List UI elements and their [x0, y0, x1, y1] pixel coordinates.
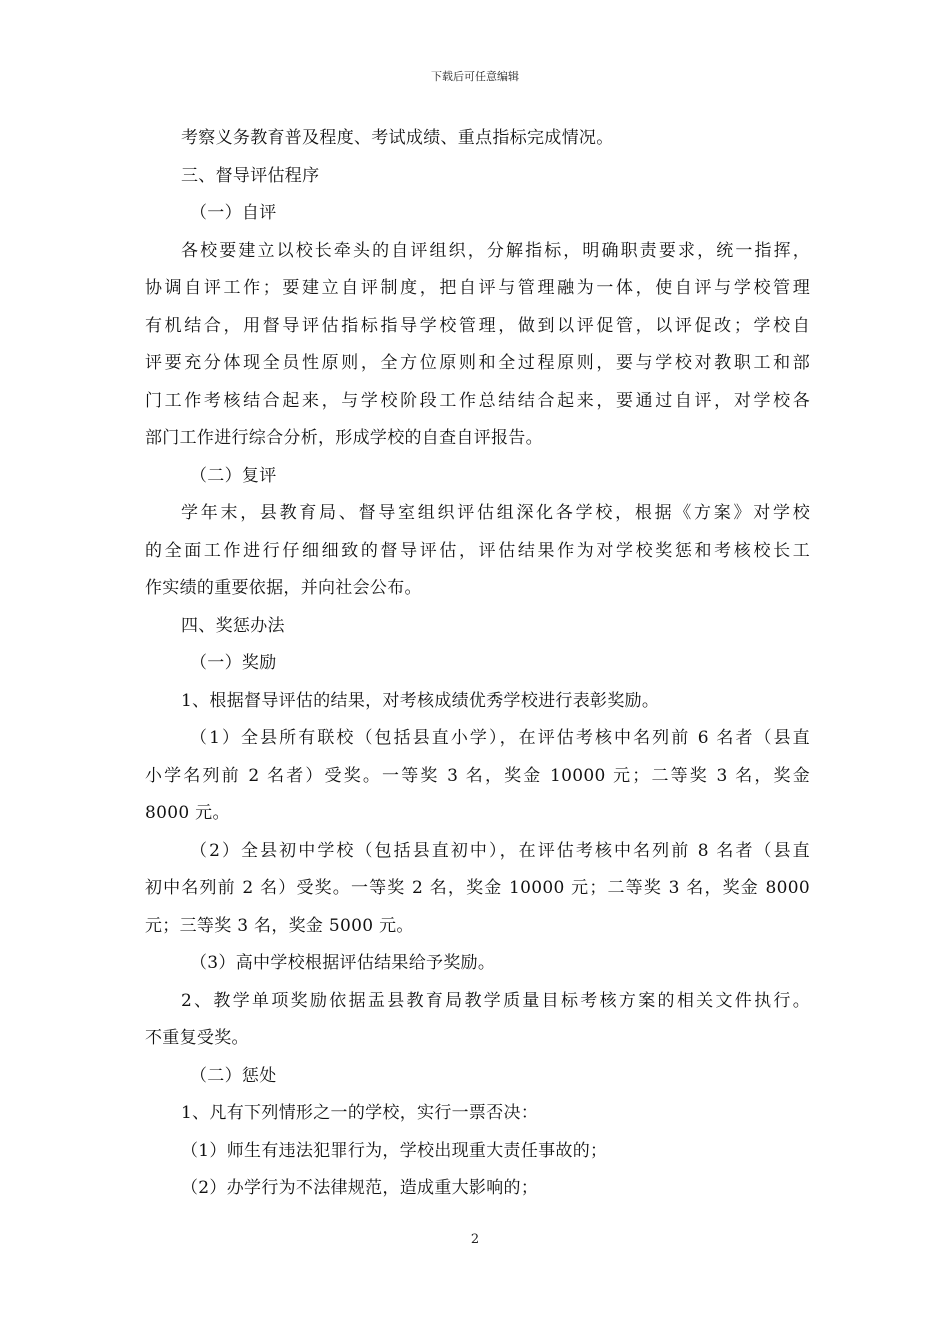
section-heading: 三、督导评估程序	[181, 165, 320, 186]
text-line: 考察义务教育普及程度、考试成绩、重点指标完成情况。	[181, 128, 614, 148]
text-line: 初中名列前 2 名）受奖。一等奖 2 名，奖金 10000 元；二等奖 3 名，奖金 8000	[145, 878, 810, 898]
subsection-heading: （一）奖励	[190, 653, 277, 673]
text-line: 学年末，县教育局、督导室组织评估组深化各学校，根据《方案》对学校	[181, 503, 810, 523]
text-line: 各校要建立以校长牵头的自评组织，分解指标，明确职责要求，统一指挥，	[181, 240, 810, 261]
text-line: 1、凡有下列情形之一的学校，实行一票否决：	[181, 1103, 539, 1123]
text-line: 元；三等奖 3 名，奖金 5000 元。	[145, 915, 414, 936]
text-line: 8000 元。	[145, 803, 230, 823]
text-line: （1）全县所有联校（包括县直小学），在评估考核中名列前 6 名者（县直	[190, 728, 810, 748]
page-number: 2	[470, 1232, 480, 1247]
text-line: （2）办学行为不法律规范，造成重大影响的；	[181, 1178, 539, 1198]
subsection-heading: （一）自评	[190, 203, 277, 223]
subsection-heading: （二）复评	[190, 465, 277, 486]
text-line: 门工作考核结合起来，与学校阶段工作总结结合起来，要通过自评，对学校各	[145, 390, 810, 411]
text-line: 的全面工作进行仔细细致的督导评估，评估结果作为对学校奖惩和考核校长工	[145, 540, 810, 561]
text-line: 评要充分体现全员性原则，全方位原则和全过程原则，要与学校对教职工和部	[145, 353, 810, 373]
text-line: 2、教学单项奖励依据盂县教育局教学质量目标考核方案的相关文件执行。	[181, 990, 810, 1011]
subsection-heading: （二）惩处	[190, 1065, 277, 1086]
document-body	[145, 120, 810, 1208]
text-line: 不重复受奖。	[145, 1028, 249, 1048]
text-line: 有机结合，用督导评估指标指导学校管理，做到以评促管，以评促改；学校自	[145, 315, 810, 336]
text-line: 作实绩的重要依据，并向社会公布。	[145, 578, 422, 598]
text-line: 1、根据督导评估的结果，对考核成绩优秀学校进行表彰奖励。	[181, 690, 660, 711]
text-line: 部门工作进行综合分析，形成学校的自查自评报告。	[145, 428, 543, 448]
text-line: 小学名列前 2 名者）受奖。一等奖 3 名，奖金 10000 元；二等奖 3 名，奖金	[145, 765, 810, 786]
page-header: 下载后可任意编辑	[431, 70, 519, 83]
section-heading: 四、奖惩办法	[181, 615, 285, 636]
text-line: （1）师生有违法犯罪行为，学校出现重大责任事故的；	[181, 1140, 608, 1161]
text-line: 协调自评工作；要建立自评制度，把自评与管理融为一体，使自评与学校管理	[145, 278, 810, 298]
text-line: （3）高中学校根据评估结果给予奖励。	[190, 953, 496, 973]
text-line: （2）全县初中学校（包括县直初中），在评估考核中名列前 8 名者（县直	[190, 840, 810, 861]
